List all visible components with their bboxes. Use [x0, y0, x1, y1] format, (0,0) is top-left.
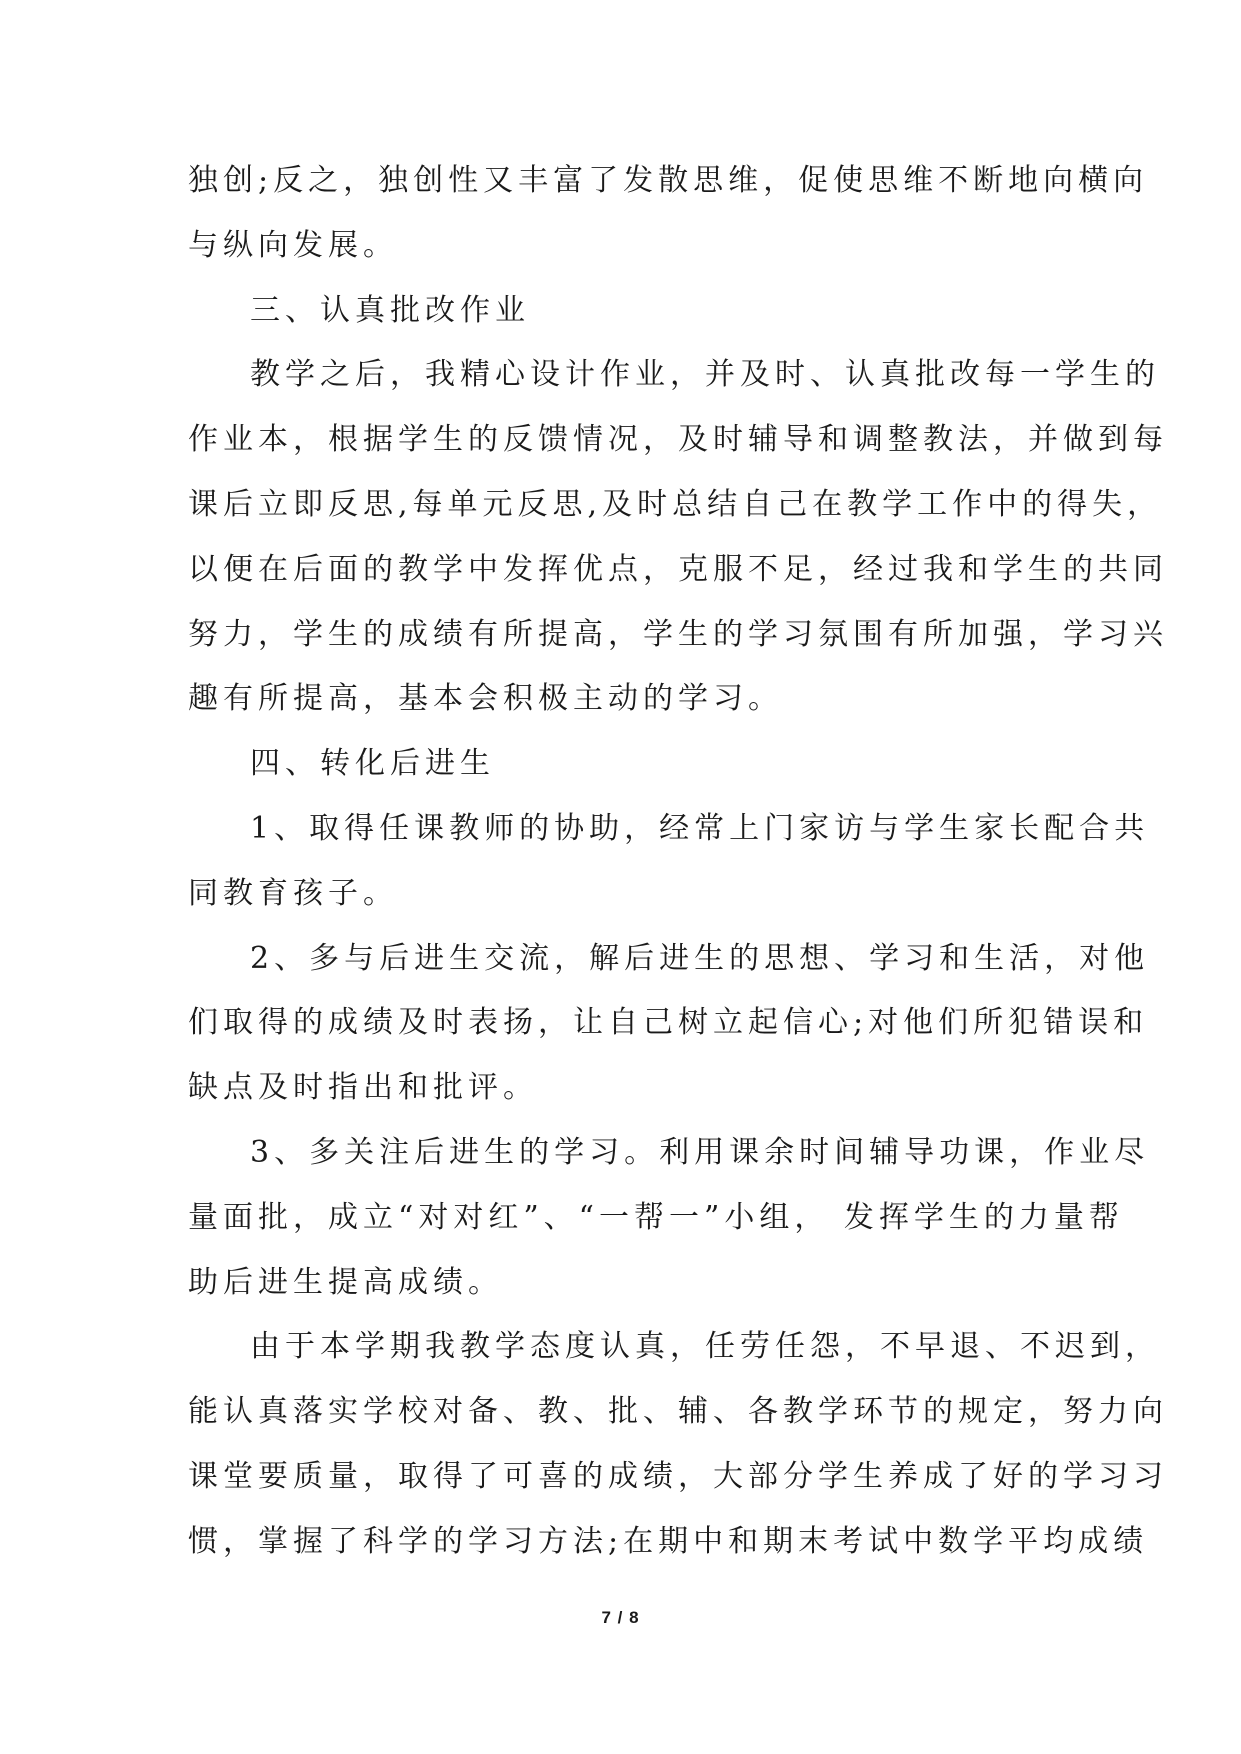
text-line: 作业本，根据学生的反馈情况，及时辅导和调整教法，并做到每	[188, 422, 1168, 458]
text-line: 趣有所提高，基本会积极主动的学习。	[188, 681, 783, 717]
text-line: 3、多关注后进生的学习。利用课余时间辅导功课，作业尽	[250, 1134, 1150, 1170]
text-line: 能认真落实学校对备、教、批、辅、各教学环节的规定，努力向	[188, 1394, 1168, 1430]
text-line: 与纵向发展。	[188, 227, 398, 263]
text-line: 努力，学生的成绩有所提高，学生的学习氛围有所加强，学习兴	[188, 616, 1168, 652]
text-line: 课堂要质量，取得了可喜的成绩，大部分学生养成了好的学习习	[188, 1458, 1168, 1494]
text-line: 课后立即反思,每单元反思,及时总结自己在教学工作中的得失，	[188, 486, 1163, 522]
text-line: 助后进生提高成绩。	[188, 1264, 503, 1300]
text-line: 量面批，成立“对对红”、“一帮一”小组， 发挥学生的力量帮	[188, 1199, 1124, 1235]
page-number: 7 / 8	[601, 1608, 640, 1627]
text-line: 1、取得任课教师的协助，经常上门家访与学生家长配合共	[250, 810, 1150, 846]
text-line: 四、转化后进生	[250, 746, 495, 782]
text-line: 缺点及时指出和批评。	[188, 1070, 538, 1106]
text-line: 以便在后面的教学中发挥优点，克服不足，经过我和学生的共同	[188, 551, 1168, 587]
text-line: 由于本学期我教学态度认真，任劳任怨，不早退、不迟到，	[250, 1329, 1160, 1365]
text-line: 三、认真批改作业	[250, 292, 530, 328]
text-line: 2、多与后进生交流，解后进生的思想、学习和生活，对他	[250, 940, 1150, 976]
document-body	[188, 156, 1168, 1582]
text-line: 惯，掌握了科学的学习方法;在期中和期末考试中数学平均成绩	[188, 1523, 1149, 1559]
text-line: 同教育孩子。	[188, 875, 398, 911]
text-line: 们取得的成绩及时表扬，让自己树立起信心;对他们所犯错误和	[188, 1005, 1149, 1041]
text-line: 教学之后，我精心设计作业，并及时、认真批改每一学生的	[250, 357, 1160, 393]
text-line: 独创;反之，独创性又丰富了发散思维，促使思维不断地向横向	[188, 163, 1149, 198]
